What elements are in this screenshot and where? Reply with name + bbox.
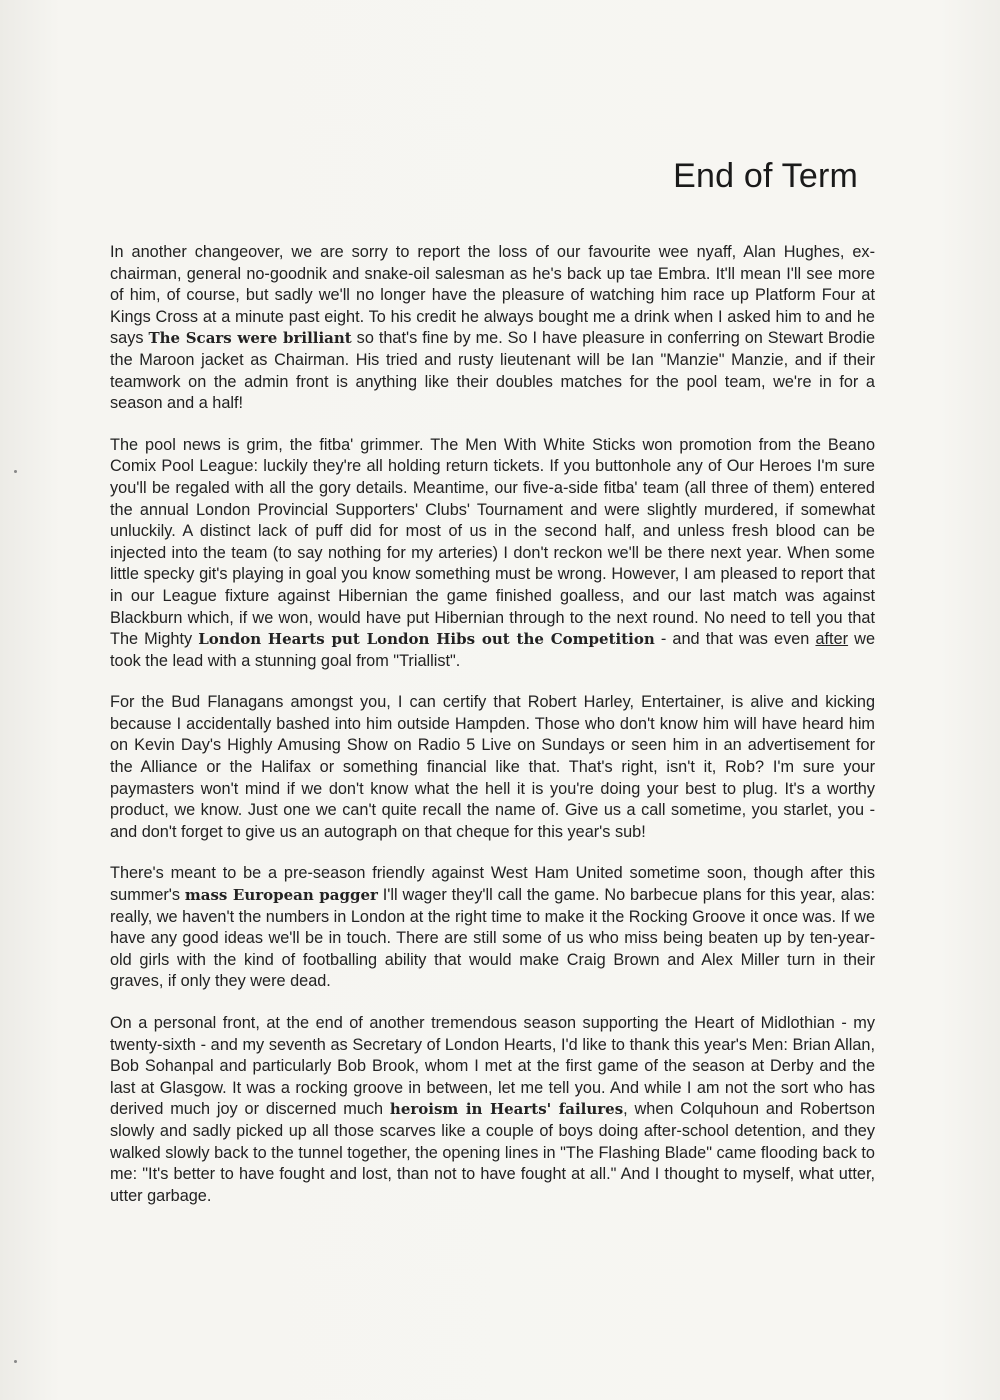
paragraph-text: In another changeover, we are sorry to report the loss of our favourite wee nyaff, Alan Hughes, ex-chairman, general no-goodnik and snake-oil salesman as he's back up tae Embra. It'll mean I'll see more of him, of course, but sadly we'll no longer have the pleasure of watching him race up Platform Four at Kings Cross at a minute past eight. To his credit he always bought me a drink when I asked him to and he says <box>110 243 875 348</box>
paragraph-text: , when Colquhoun and Robertson slowly and sadly picked up all those scarves like a couple of boys doing after-school detention, and they walked slowly back to the tunnel together, the opening lines in "The Flashing Blade" came flooding back to me: "It's better to have fought and lost, than not to have fought at all." And I thought to myself, what utter, utter garbage. <box>110 1100 875 1205</box>
paragraph-text: For the Bud Flanagans amongst you, I can certify that Robert Harley, Entertainer, is alive and kicking because I accidentally bashed into him outside Hampden. Those who don't know him will have heard him on Kevin Day's Highly Amusing Show on Radio 5 Live on Sundays or seen him in an advertisement for the Alliance or the Halifax or something financial like that. That's right, isn't it, Rob? I'm sure your paymasters won't mind if we don't know what the hell it is you're doing your best to plug. It's a worthy product, we know. Just one we can't quite recall the name of. Give us a call sometime, you starlet, you - and don't forget to give us an autograph on that cheque for this year's sub! <box>110 693 875 841</box>
emphasis-text: mass European pagger <box>184 886 378 905</box>
emphasis-text: London Hearts put London Hibs out the Competition <box>198 630 655 649</box>
binder-hole-mark <box>14 470 17 473</box>
paragraph-2 <box>110 435 875 673</box>
paragraph-text: so that's fine by me. So I have pleasure in conferring on Stewart Brodie the Maroon jacket as Chairman. His tried and rusty lieutenant will be Ian "Manzie" Manzie, and if their teamwork on the admin front is anything like their doubles matches for the pool team, we're in for a season and a half! <box>110 329 875 413</box>
page-title: End of Term <box>673 156 858 195</box>
paragraph-text: On a personal front, at the end of another tremendous season supporting the Heart of Midlothian - my twenty-sixth - and my seventh as Secretary of London Hearts, I'd like to thank this year's Men: Brian Allan, Bob Sohanpal and particularly Bob Brook, whom I met at the first game of the season at Derby and the last at Glasgow. It was a rocking groove in between, let me tell you. And while I am not the sort who has derived much joy or discerned much <box>110 1014 875 1119</box>
paragraph-text: There's meant to be a pre-season friendly against West Ham United sometime soon, though after this summer's <box>110 864 875 905</box>
binder-hole-mark <box>14 1360 17 1363</box>
paragraph-5 <box>110 1013 875 1207</box>
underlined-text: after <box>815 630 849 649</box>
emphasis-text: The Scars were brilliant <box>148 329 352 348</box>
paragraph-4 <box>110 863 875 993</box>
emphasis-text: heroism in Hearts' failures <box>389 1100 624 1119</box>
article-body <box>110 242 875 1227</box>
paragraph-text: I'll wager they'll call the game. No barbecue plans for this year, alas: really, we haven't the numbers in London at the right time to make it the Rocking Groove it once was. If we have any good ideas we'll be in touch. There are still some of us who miss being beaten up by ten-year-old girls with the kind of footballing ability that would make Craig Brown and Alex Miller turn in their graves, if only they were dead. <box>110 886 875 991</box>
paragraph-text: - and that was even <box>654 630 816 649</box>
paragraph-3 <box>110 692 875 843</box>
paragraph-text: The pool news is grim, the fitba' grimmer. The Men With White Sticks won promotion from the Beano Comix Pool League: luckily they're all holding return tickets. If you buttonhole any of Our Heroes I'm sure you'll be regaled with all the gory details. Meantime, our five-a-side fitba' team (all three of them) entered the annual London Provincial Supporters' Clubs' Tournament and were slightly murdered, if somewhat unluckily. A distinct lack of puff did for most of us in the second half, and unless fresh blood can be injected into the team (to say nothing for my arteries) I don't reckon we'll be there next year. When some little specky git's playing in goal you know something must be wrong. However, I am pleased to report that in our League fixture against Hibernian the game finished goalless, and our last match was against Blackburn which, if we won, would have put Hibernian through to the next round. No need to tell you that The Mighty <box>110 435 875 649</box>
paragraph-text: we took the lead with a stunning goal from "Triallist". <box>110 630 875 670</box>
paragraph-1 <box>110 242 875 415</box>
